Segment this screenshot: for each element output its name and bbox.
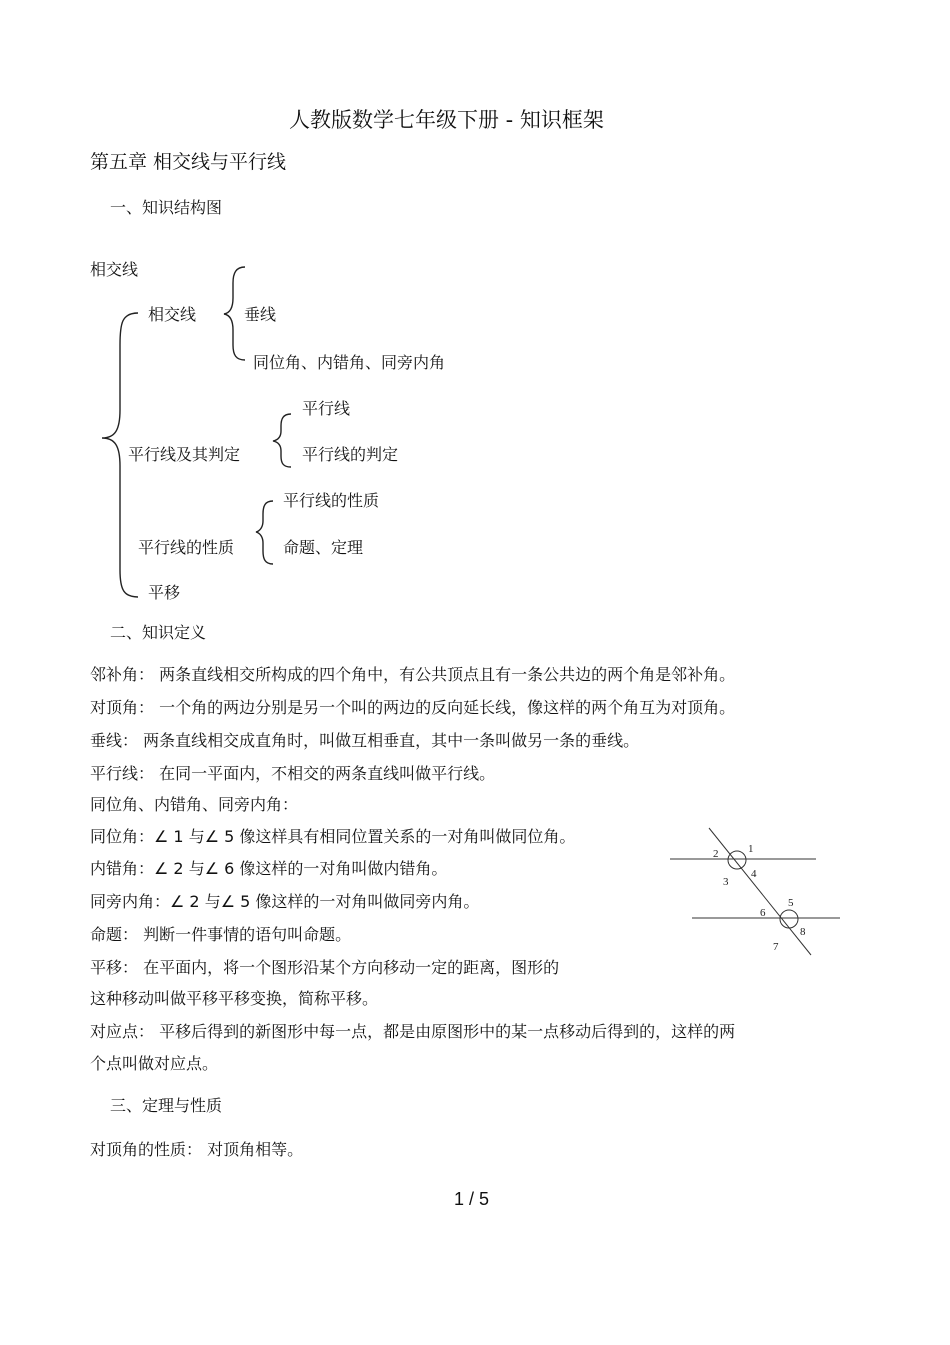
angle-label-2: 2 [713, 848, 719, 860]
node-parallel-judge: 平行线及其判定 [128, 445, 241, 464]
chapter-title: 第五章 相交线与平行线 [90, 151, 287, 173]
node-parallel: 平行线 [302, 399, 351, 418]
section-heading-definitions: 二、知识定义 [110, 623, 207, 642]
node-perpendicular: 垂线 [244, 305, 277, 324]
definition-line: 平移： 在平面内，将一个图形沿某个方向移动一定的距离，图形的 [90, 958, 560, 977]
definition-line: 同位角、内错角、同旁内角： [90, 795, 299, 814]
node-parallel-prop-child: 平行线的性质 [283, 491, 380, 510]
section-heading-structure: 一、知识结构图 [110, 198, 223, 217]
page-title: 人教版数学七年级下册 - 知识框架 [289, 108, 604, 132]
definition-line: 同旁内角：∠ 2 与∠ 5 像这样的一对角叫做同旁内角。 [90, 892, 480, 911]
definition-line: 内错角：∠ 2 与∠ 6 像这样的一对角叫做内错角。 [90, 859, 448, 878]
section-heading-theorems: 三、定理与性质 [110, 1096, 223, 1115]
definition-line: 这种移动叫做平移平移变换，简称平移。 [90, 989, 379, 1008]
node-parallel-criteria: 平行线的判定 [302, 445, 399, 464]
definition-line: 命题： 判断一件事情的语句叫命题。 [90, 925, 352, 944]
angle-label-1: 1 [748, 843, 754, 855]
node-intersect: 相交线 [148, 305, 197, 324]
theorem-line: 对顶角的性质： 对顶角相等。 [90, 1140, 304, 1159]
angle-label-3: 3 [723, 876, 729, 888]
angle-label-8: 8 [800, 926, 806, 938]
definition-line: 垂线： 两条直线相交成直角时，叫做互相垂直，其中一条叫做另一条的垂线。 [90, 731, 640, 750]
node-translation: 平移 [148, 583, 181, 602]
definition-line: 同位角：∠ 1 与∠ 5 像这样具有相同位置关系的一对角叫做同位角。 [90, 827, 576, 846]
definition-line: 对应点： 平移后得到的新图形中每一点，都是由原图形中的某一点移动后得到的，这样的两 [90, 1022, 736, 1041]
definition-line: 平行线： 在同一平面内，不相交的两条直线叫做平行线。 [90, 764, 496, 783]
page-number: 1 / 5 [454, 1189, 490, 1209]
angle-label-6: 6 [760, 907, 766, 919]
transversal-line [709, 828, 811, 955]
node-proposition: 命题、定理 [283, 538, 364, 557]
angle-label-7: 7 [773, 941, 779, 953]
definition-line: 个点叫做对应点。 [90, 1054, 219, 1073]
intersection-circle-top [728, 851, 746, 869]
definition-line: 对顶角： 一个角的两边分别是另一个叫的两边的反向延长线，像这样的两个角互为对顶角。 [90, 698, 736, 717]
node-angles: 同位角、内错角、同旁内角 [253, 353, 446, 372]
definition-line: 邻补角： 两条直线相交所构成的四个角中，有公共顶点且有一条公共边的两个角是邻补角。 [90, 665, 736, 684]
node-parallel-prop: 平行线的性质 [138, 538, 235, 557]
angle-label-4: 4 [751, 868, 757, 880]
tree-root: 相交线 [90, 260, 139, 279]
angle-label-5: 5 [788, 897, 794, 909]
